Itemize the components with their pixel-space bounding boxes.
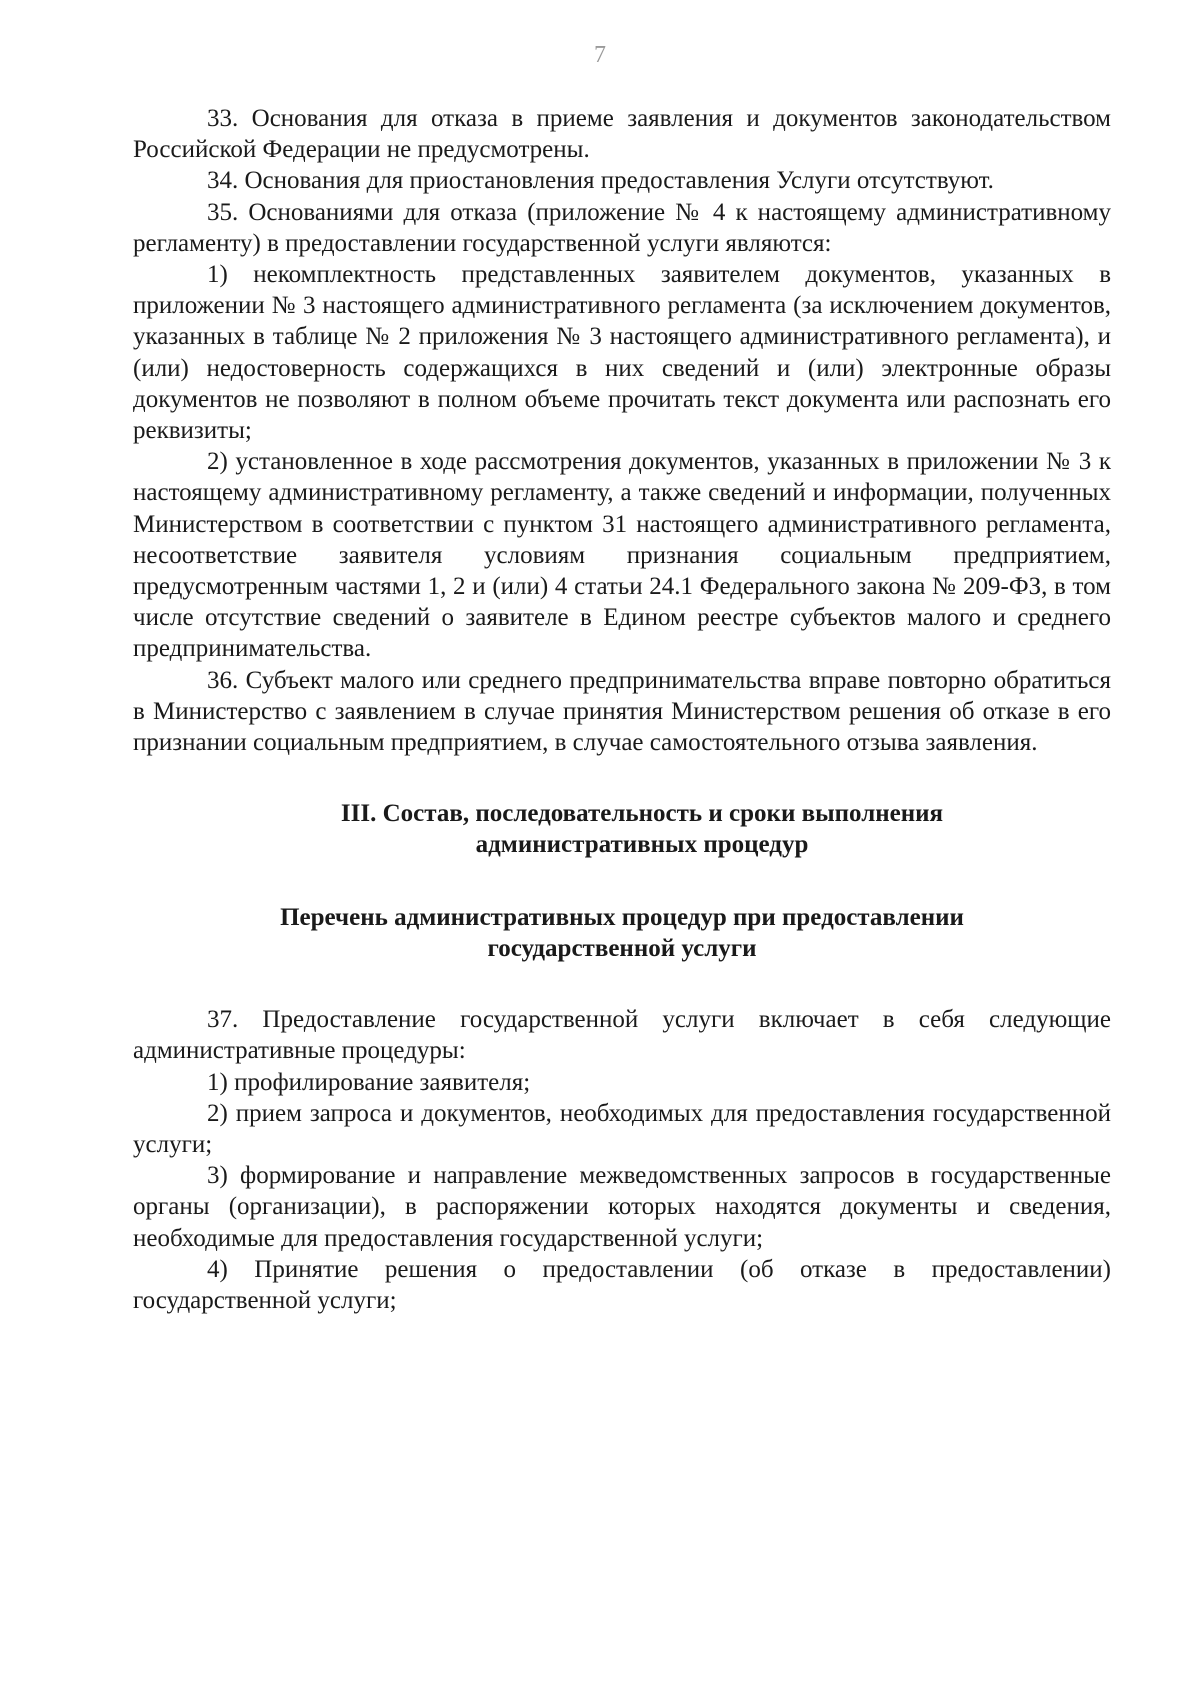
paragraph-37-item-1: 1) профилирование заявителя;: [207, 1068, 531, 1096]
paragraph-35: 35. Основаниями для отказа (приложение № 4 к настоящему административному регламенту) в предоставлении государственной услуги являются:: [133, 198, 1111, 257]
paragraph-35-item-1: 1) некомплектность представленных заявителем документов, указанных в приложении № 3 настоящего административного регламента (за исключением документов, указанных в таблице № 2 приложения № 3 настоящего административного регламента), и (или) недостоверность содержащихся в них сведений и (или) электронные образы документов не позволяют в полном объеме прочитать текст документа или распознать его реквизиты;: [133, 261, 1111, 445]
paragraph-36: 36. Субъект малого или среднего предпринимательства вправе повторно обратиться в Министерство с заявлением в случае принятия Министерством решения об отказе в его признании социальным предприятием, в случае самостоятельного отзыва заявления.: [133, 666, 1111, 757]
section-heading: [133, 798, 1111, 860]
paragraph-34: 34. Основания для приостановления предоставления Услуги отсутствуют.: [207, 167, 994, 195]
paragraph-35-item-2: 2) установленное в ходе рассмотрения документов, указанных в приложении № 3 к настоящему административному регламенту, а также сведений и информации, полученных Министерством в соответствии с пунктом 31 настоящего административного регламента, несоответствие заявителя условиям признания социальным предприятием, предусмотренным частями 1, 2 и (или) 4 статьи 24.1 Федерального закона № 209-ФЗ, в том числе отсутствие сведений о заявителе в Едином реестре субъектов малого и среднего предпринимательства.: [133, 448, 1111, 663]
page-number: 7: [594, 42, 606, 68]
paragraph-33: 33. Основания для отказа в приеме заявления и документов законодательством Российской Федерации не предусмотрены.: [133, 105, 1111, 164]
document-body: [133, 103, 1111, 1316]
paragraph-37-item-2: 2) прием запроса и документов, необходимых для предоставления государственной услуги;: [133, 1099, 1111, 1159]
paragraph-37-item-3: 3) формирование и направление межведомственных запросов в государственные органы (организации), в распоряжении которых находятся документы и сведения, необходимые для предоставления государственной услуги;: [133, 1162, 1111, 1252]
section-heading-line-1: III. Состав, последовательность и сроки выполнения: [340, 800, 944, 828]
sub-heading: [133, 902, 1111, 964]
sub-heading-line-2: государственной услуги: [487, 935, 757, 963]
sub-heading-line-1: Перечень административных процедур при предоставлении: [280, 904, 964, 932]
section-heading-line-2: административных процедур: [475, 831, 809, 859]
paragraph-37-item-4: 4) Принятие решения о предоставлении (об отказе в предоставлении) государственной услуги;: [133, 1255, 1111, 1315]
paragraph-37: 37. Предоставление государственной услуги включает в себя следующие административные процедуры:: [133, 1006, 1111, 1065]
